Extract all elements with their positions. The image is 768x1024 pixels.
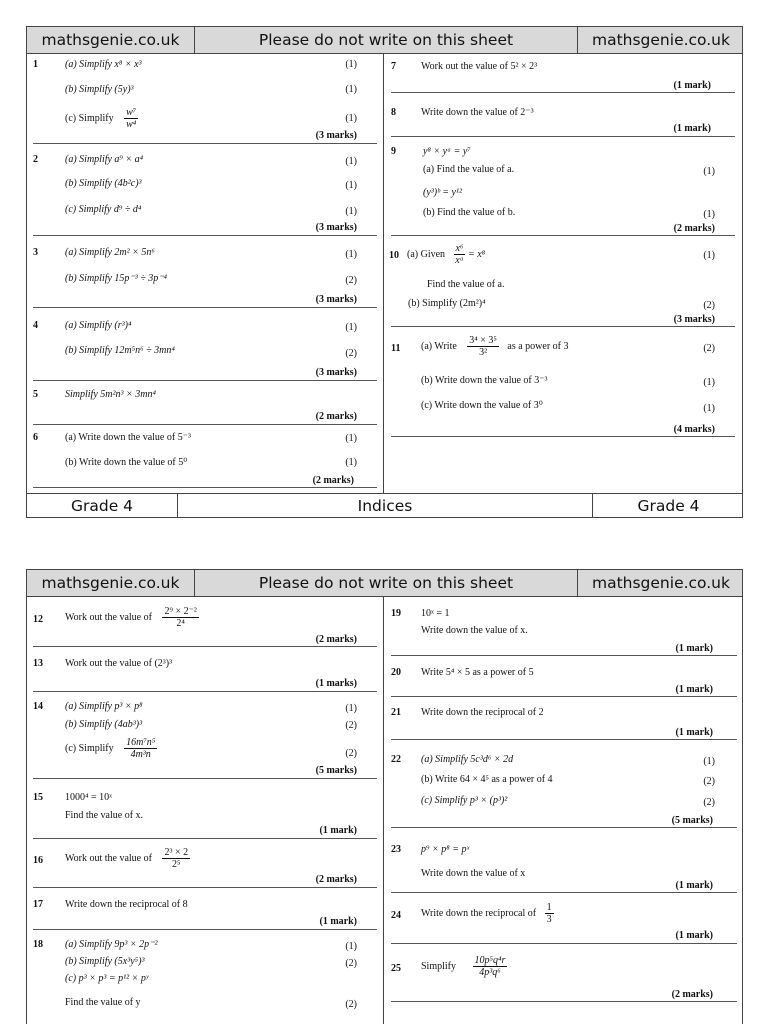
question-part: (b) Simplify (5y)³ [65,84,134,95]
fraction [124,107,138,130]
question-number: 3 [33,247,38,258]
header-site-left: mathsgenie.co.uk [27,570,195,596]
header-notice: Please do not write on this sheet [195,27,578,53]
separator [391,827,737,828]
part-marks: (1) [345,249,357,260]
separator [391,1001,737,1002]
total-marks: (1 mark) [675,727,713,738]
question-text: Write down the value of x. [421,625,528,636]
equation: 1000⁴ = 10ˣ [65,792,113,803]
separator [33,424,377,425]
question-text [421,955,507,978]
question-part: (b) Simplify (5x³y⁵)³ [65,956,145,967]
total-marks: (1 mark) [319,825,357,836]
separator [391,739,737,740]
total-marks: (3 marks) [673,314,715,325]
separator [391,136,735,137]
question-part: (c) Write down the value of 3⁰ [421,400,543,411]
question-part: (b) Write 64 × 4⁵ as a power of 4 [421,774,553,785]
question-number: 10 [389,250,399,261]
total-marks: (2 marks) [673,223,715,234]
fraction [454,243,466,266]
part-marks: (1) [345,322,357,333]
separator [33,838,377,839]
question-text: Write 5⁴ × 5 as a power of 5 [421,667,534,678]
question-part [65,107,138,130]
question-number: 9 [391,146,396,157]
total-marks: (1 mark) [675,643,713,654]
question-label: Simplify [421,960,457,972]
question-number: 1 [33,59,38,70]
worksheet-page-2 [26,569,743,1024]
question-part: (b) Simplify (2m²)⁴ [408,298,486,309]
question-part-label: (c) Simplify [65,742,114,754]
part-marks: (2) [345,999,357,1010]
question-text [65,606,199,629]
part-marks: (1) [345,433,357,444]
question-number: 21 [391,707,401,718]
question-number: 4 [33,320,38,331]
part-marks: (1) [345,703,357,714]
question-part [65,737,157,760]
question-text [421,902,554,925]
question-part-suffix: as a power of 3 [507,340,569,352]
question-text: Work out the value of 5² × 2³ [421,61,538,72]
fraction-numerator: 10p⁵q⁴r [474,955,506,966]
fraction [545,902,554,925]
part-marks: (1) [703,250,715,261]
question-part: (b) Simplify 12m⁵n⁶ ÷ 3mn⁴ [65,345,175,356]
part-marks: (1) [345,156,357,167]
fraction-numerator: 2³ × 2 [164,847,189,858]
separator [33,887,377,888]
question-number: 16 [33,855,43,866]
fraction-denominator: w⁴ [126,119,137,130]
question-part: (a) Simplify a⁹ × a⁴ [65,154,144,165]
question-label: Work out the value of [65,611,152,623]
question-part: (a) Find the value of a. [423,164,515,175]
sheet-header [27,27,742,54]
part-marks: (2) [703,776,715,787]
question-number: 13 [33,658,43,669]
separator [391,92,735,93]
fraction-denominator: 3² [479,347,488,358]
separator [33,778,377,779]
question-text: Write down the reciprocal of 2 [421,707,544,718]
separator [391,326,735,327]
sheet-header [27,570,742,597]
part-marks: (1) [345,113,357,124]
question-part-label: (a) Write [421,340,457,352]
fraction [162,847,190,870]
question-text: Find the value of x. [65,810,144,821]
header-notice: Please do not write on this sheet [195,570,578,596]
total-marks: (1 mark) [673,123,711,134]
part-marks: (2) [345,348,357,359]
equation: p⁹ × p⁸ = pˣ [421,844,470,855]
question-number: 14 [33,701,43,712]
question-text: Write down the reciprocal of 8 [65,899,188,910]
question-part: (b) Write down the value of 5⁰ [65,457,188,468]
footer-grade-right: Grade 4 [637,497,700,515]
separator [33,487,377,488]
separator [391,655,737,656]
total-marks: (1 mark) [675,930,713,941]
total-marks: (3 marks) [315,222,357,233]
question-part: (c) p³ × p³ = p¹² × pʸ [65,973,149,984]
question-number: 24 [391,910,401,921]
part-marks: (1) [345,457,357,468]
column-divider [383,597,384,1024]
question-text: Simplify 5m²n³ × 3mn⁴ [65,389,156,400]
fraction [467,335,499,358]
question-part: (b) Simplify (4ab³)³ [65,719,143,730]
total-marks: (2 marks) [315,874,357,885]
part-marks: (2) [703,300,715,311]
separator [391,235,735,236]
total-marks: (5 marks) [315,765,357,776]
question-part: (b) Simplify 15p⁻³ ÷ 3p⁻⁴ [65,273,167,284]
separator [391,943,737,944]
question-number: 17 [33,899,43,910]
question-number: 25 [391,963,401,974]
question-part: (a) Simplify x⁸ × x³ [65,59,142,70]
question-part: (b) Find the value of b. [423,207,516,218]
column-divider [383,54,384,493]
part-marks: (1) [345,180,357,191]
question-part [421,335,569,358]
question-part: (a) Simplify p³ × p⁸ [65,701,143,712]
question-number: 15 [33,792,43,803]
total-marks: (3 marks) [315,130,357,141]
part-marks: (1) [703,756,715,767]
question-text: Find the value of a. [427,279,505,290]
total-marks: (2 marks) [312,475,354,486]
fraction-denominator: xᵃ [455,255,464,266]
question-part-label: (a) Given [407,248,446,260]
question-part: (c) Simplify d⁹ ÷ d⁴ [65,204,142,215]
fraction [124,737,157,760]
question-part: (b) Simplify (4b²c)³ [65,178,142,189]
separator [391,696,737,697]
question-part: (a) Write down the value of 5⁻³ [65,432,191,443]
total-marks: (3 marks) [315,367,357,378]
total-marks: (2 marks) [315,634,357,645]
separator [33,235,377,236]
total-marks: (1 mark) [675,880,713,891]
total-marks: (2 marks) [315,411,357,422]
footer-topic: Indices [178,494,593,518]
question-label: Work out the value of [65,852,152,864]
question-part: (b) Write down the value of 3⁻³ [421,375,548,386]
fraction-numerator: w⁷ [126,107,137,118]
question-number: 19 [391,608,401,619]
part-marks: (1) [345,84,357,95]
equation: (y³)ᵇ = y¹² [423,187,462,198]
part-marks: (1) [703,377,715,388]
question-text: Work out the value of (2³)³ [65,658,173,669]
question-number: 7 [391,61,396,72]
part-marks: (1) [345,206,357,217]
question-number: 11 [391,343,401,354]
fraction-numerator: 3⁴ × 3⁵ [469,335,497,346]
question-number: 12 [33,614,43,625]
question-part: (a) Simplify 5c³d⁶ × 2d [421,754,514,765]
part-marks: (2) [345,748,357,759]
question-label: Write down the reciprocal of [421,907,537,919]
total-marks: (2 marks) [671,989,713,1000]
header-site-right: mathsgenie.co.uk [591,31,730,49]
fraction-denominator: 2⁴ [176,618,185,629]
separator [33,307,377,308]
fraction [162,606,198,629]
question-part: (c) Simplify p³ × (p³)² [421,795,508,806]
question-text: Write down the value of 2⁻³ [421,107,534,118]
fraction-denominator: 2⁵ [172,859,181,870]
separator [391,436,735,437]
question-text: Write down the value of x [421,868,526,879]
fraction-numerator: x⁶ [455,243,464,254]
equation: 10ˣ = 1 [421,608,450,619]
total-marks: (4 marks) [673,424,715,435]
total-marks: (1 mark) [319,916,357,927]
separator [33,143,377,144]
header-site-left: mathsgenie.co.uk [27,27,195,53]
fraction-denominator: 4p³q⁶ [479,967,501,978]
total-marks: (1 mark) [675,684,713,695]
question-part [407,243,485,266]
part-marks: (1) [345,941,357,952]
header-site-right: mathsgenie.co.uk [591,574,730,592]
question-number: 23 [391,844,401,855]
total-marks: (1 mark) [673,80,711,91]
question-part-label: (c) Simplify [65,112,114,124]
question-text: Find the value of y [65,997,141,1008]
separator [33,646,377,647]
question-number: 18 [33,939,43,950]
question-number: 8 [391,107,396,118]
total-marks: (3 marks) [315,294,357,305]
separator [33,929,377,930]
question-number: 5 [33,389,38,400]
total-marks: (1 marks) [315,678,357,689]
footer-grade-left: Grade 4 [27,494,178,518]
question-number: 22 [391,754,401,765]
sheet-footer [27,493,742,518]
part-marks: (1) [703,166,715,177]
question-part: (a) Simplify 9p³ × 2p⁻² [65,939,158,950]
part-marks: (2) [345,958,357,969]
part-marks: (2) [703,343,715,354]
part-marks: (2) [703,797,715,808]
separator [33,380,377,381]
separator [33,691,377,692]
total-marks: (5 marks) [671,815,713,826]
part-marks: (1) [703,403,715,414]
fraction-numerator: 16m⁷n⁵ [126,737,156,748]
question-part: (a) Simplify 2m² × 5n⁶ [65,247,155,258]
part-marks: (2) [345,275,357,286]
fraction [473,955,508,978]
part-marks: (1) [703,209,715,220]
question-number: 6 [33,432,38,443]
fraction-denominator: 4m³n [130,749,151,760]
worksheet-page-1 [26,26,743,518]
part-marks: (2) [345,720,357,731]
question-number: 2 [33,154,38,165]
question-part: (a) Simplify (r³)⁴ [65,320,132,331]
fraction-numerator: 1 [546,902,552,913]
equation-rhs: = x⁸ [467,248,486,260]
question-text [65,847,190,870]
separator [391,892,737,893]
equation: y⁸ × yᵃ = y⁷ [423,146,471,157]
question-number: 20 [391,667,401,678]
fraction-numerator: 2⁹ × 2⁻² [164,606,197,617]
part-marks: (1) [345,59,357,70]
fraction-denominator: 3 [546,914,552,925]
